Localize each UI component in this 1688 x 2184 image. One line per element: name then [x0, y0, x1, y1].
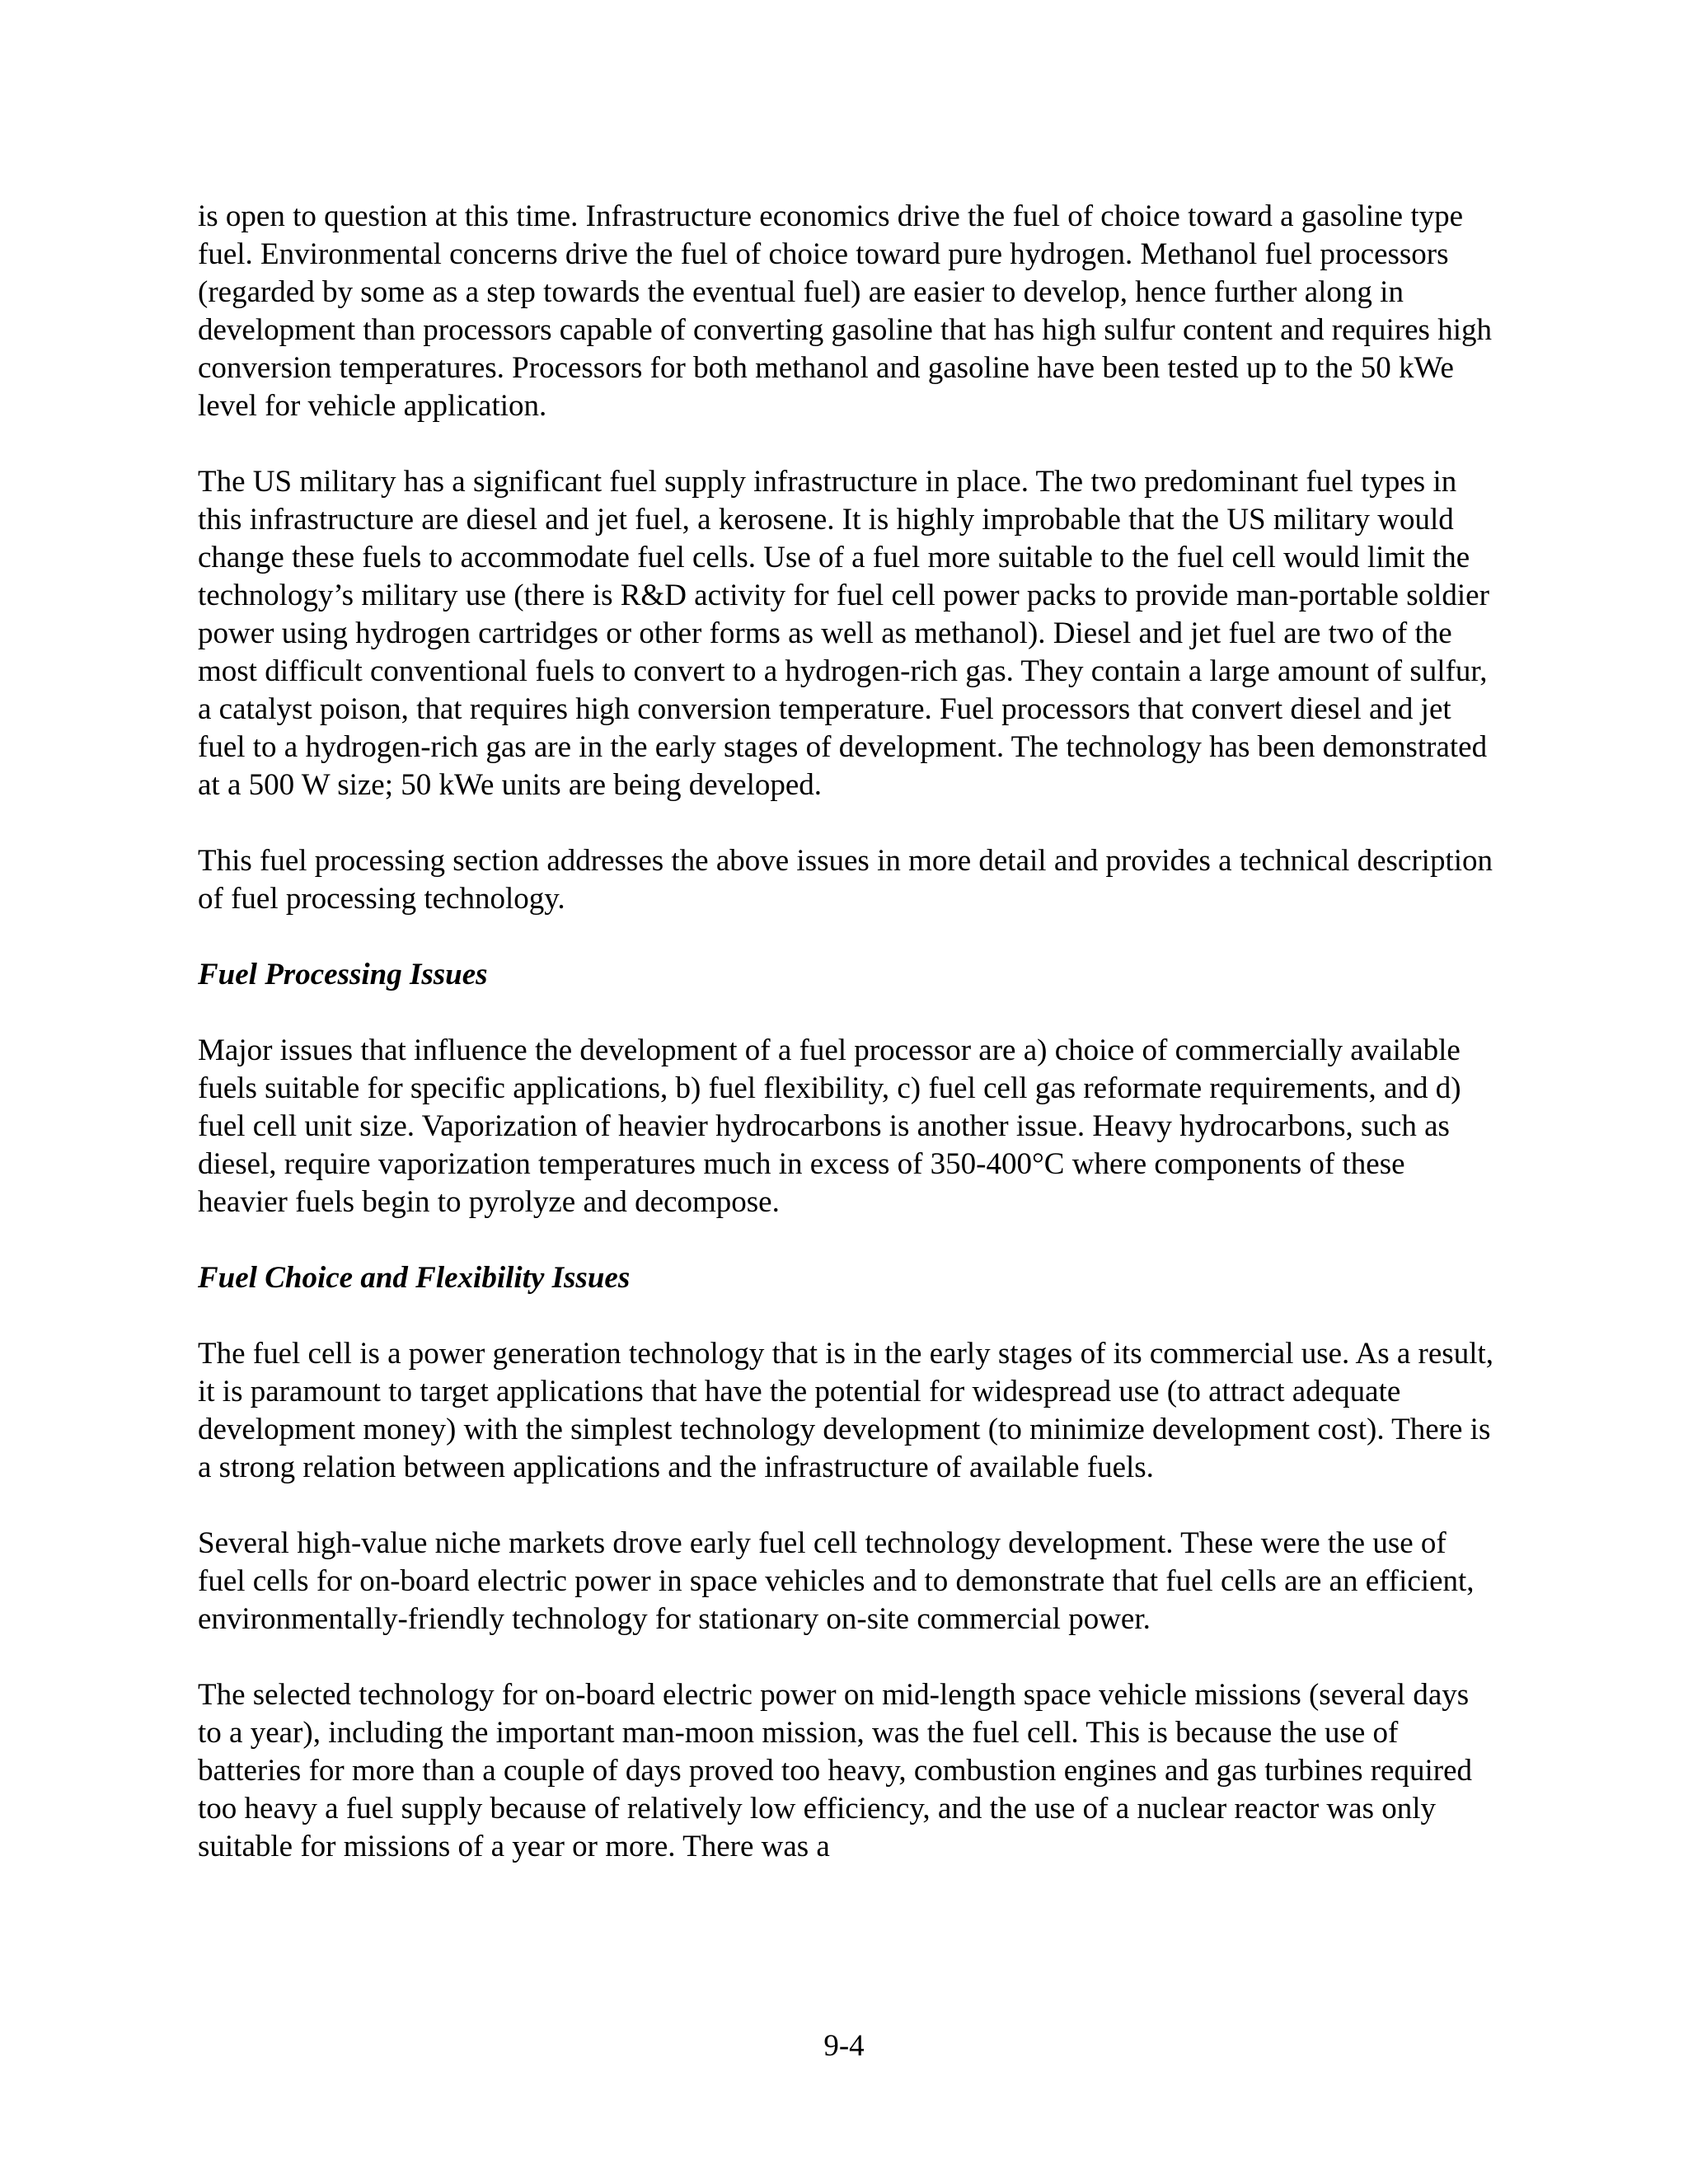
paragraph-fuel-choice-question: is open to question at this time. Infrastructure economics drive the fuel of choice toward a gasoline type fuel. Environmental concerns drive the fuel of choice toward pure hydrogen. Methanol fuel processors (regarded by some as a step towards the eventual fuel) are easier to develop, hence further along in development than processors capable of converting gasoline that has high sulfur content and requires high conversion temperatures. Processors for both methanol and gasoline have been tested up to the 50 kWe level for vehicle application. [198, 199, 1492, 423]
document-body [198, 198, 1500, 1904]
paragraph-space-vehicle-missions: The selected technology for on-board electric power on mid-length space vehicle missions (several days to a year), including the important man-moon mission, was the fuel cell. This is because the use of batteries for more than a couple of days proved too heavy, combustion engines and gas turbines required too heavy a fuel supply because of relatively low efficiency, and the use of a nuclear reactor was only suitable for missions of a year or more. There was a [198, 1678, 1472, 1863]
page-number: 9-4 [823, 2029, 865, 2063]
heading-fuel-choice-flexibility: Fuel Choice and Flexibility Issues [198, 1261, 631, 1295]
paragraph-us-military: The US military has a significant fuel supply infrastructure in place. The two predominant fuel types in this infrastructure are diesel and jet fuel, a kerosene. It is highly improbable that the US military would change these fuels to accommodate fuel cells. Use of a fuel more suitable to the fuel cell would limit the technology’s military use (there is R&D activity for fuel cell power packs to provide man-portable soldier power using hydrogen cartridges or other forms as well as methanol). Diesel and jet fuel are two of the most difficult conventional fuels to convert to a hydrogen-rich gas. They contain a large amount of sulfur, a catalyst poison, that requires high conversion temperature. Fuel processors that convert diesel and jet fuel to a hydrogen-rich gas are in the early stages of development. The technology has been demonstrated at a 500 W size; 50 kWe units are being developed. [198, 465, 1489, 802]
heading-fuel-processing-issues: Fuel Processing Issues [198, 958, 488, 991]
paragraph-niche-markets: Several high-value niche markets drove early fuel cell technology development. These were the use of fuel cells for on-board electric power in space vehicles and to demonstrate that fuel cells are an efficient, environmentally-friendly technology for stationary on-site commercial power. [198, 1526, 1475, 1636]
paragraph-major-issues: Major issues that influence the development of a fuel processor are a) choice of commercially available fuels suitable for specific applications, b) fuel flexibility, c) fuel cell gas reformate requirements, and d) fuel cell unit size. Vaporization of heavier hydrocarbons is another issue. Heavy hydrocarbons, such as diesel, require vaporization temperatures much in excess of 350-400°C where components of these heavier fuels begin to pyrolyze and decompose. [198, 1033, 1461, 1219]
paragraph-section-overview: This fuel processing section addresses the above issues in more detail and provides a technical description of fuel processing technology. [198, 844, 1493, 916]
paragraph-early-commercial-use: The fuel cell is a power generation technology that is in the early stages of its commercial use. As a result, it is paramount to target applications that have the potential for widespread use (to attract adequate development money) with the simplest technology development (to minimize development cost). There is a strong relation between applications and the infrastructure of available fuels. [198, 1337, 1494, 1484]
